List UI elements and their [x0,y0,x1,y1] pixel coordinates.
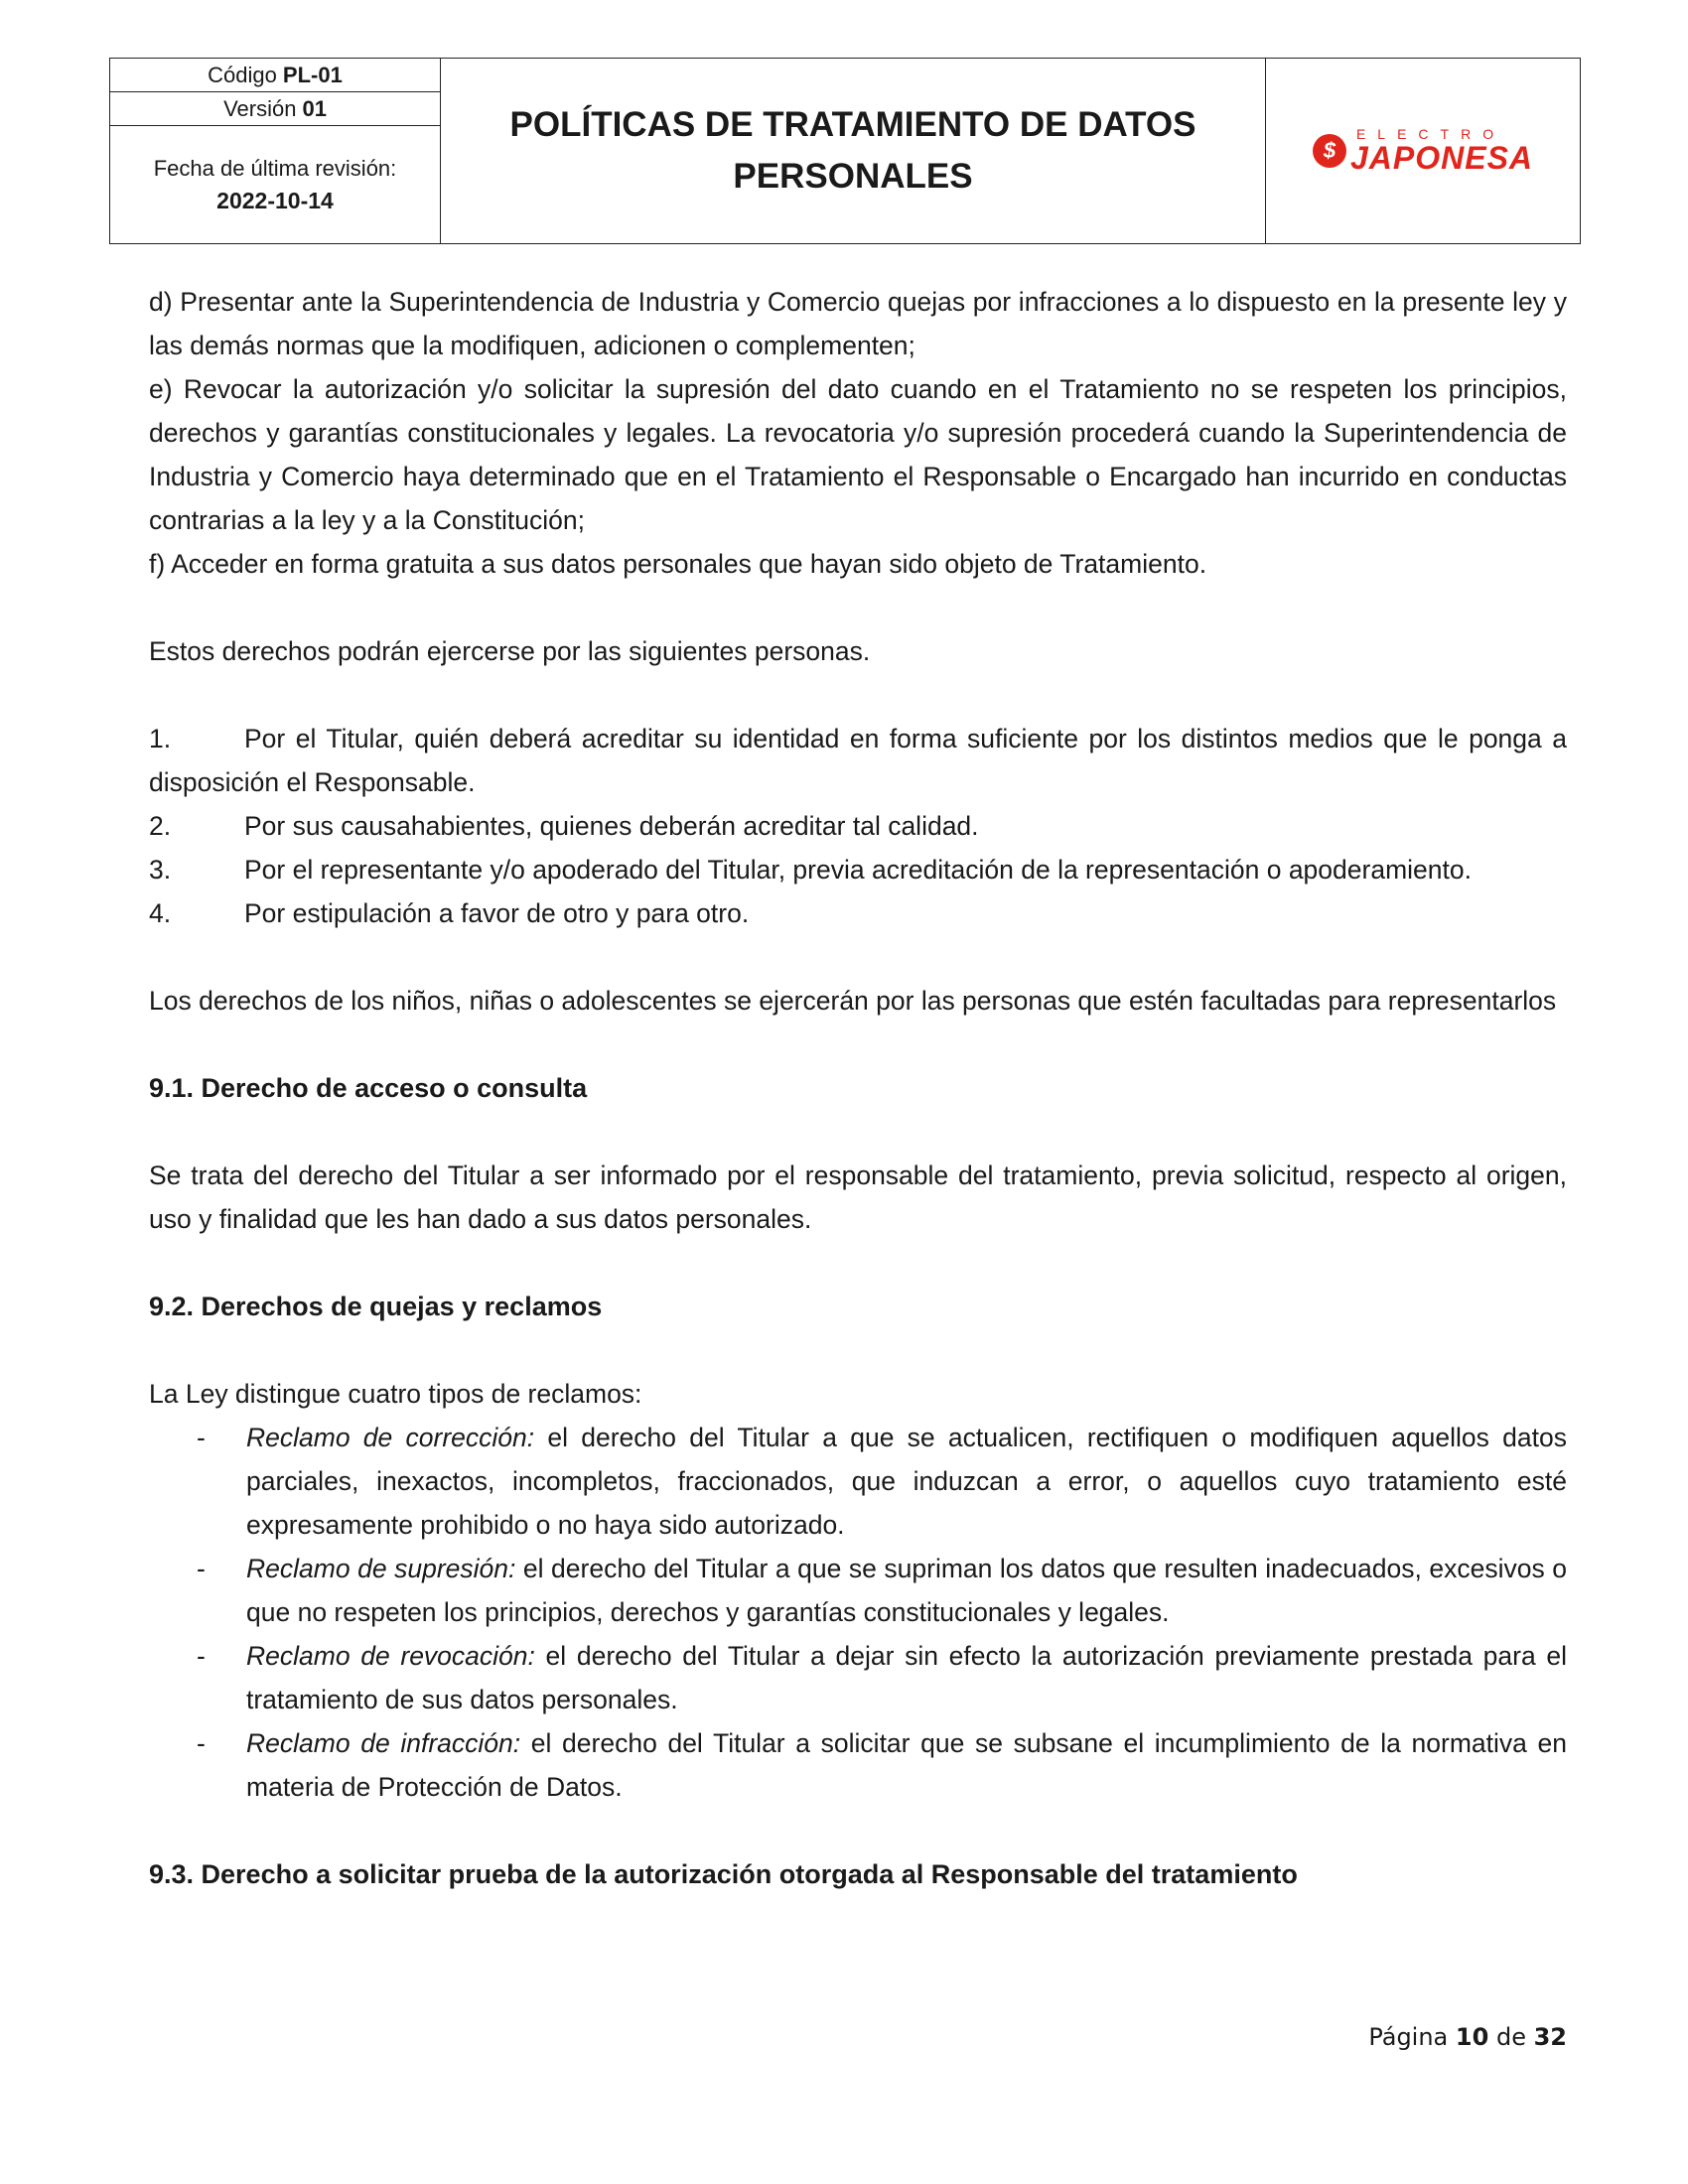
fecha-cell [110,126,440,243]
reclamo-description: el derecho del Titular a que se actualicen, rectifiquen o modifiquen aquellos datos parciales, inexactos, incompletos, fraccionados, que induzcan a error, o aquellos cuyo tratamiento esté expresamente prohibido o no haya sido autorizado. [246,1423,1567,1540]
persona-item-2 [149,804,1567,848]
persona-item-1 [149,717,1567,804]
dash-bullet: - [197,1728,206,1758]
logo-bottom-text: JAPONESA [1349,140,1534,176]
document-meta [110,59,441,243]
codigo-value: PL-01 [282,62,343,87]
document-title: POLÍTICAS DE TRATAMIENTO DE DATOS PERSONALES [509,105,1196,196]
version-label: Versión [223,95,297,121]
persona-num: 3. [149,855,172,885]
reclamo-item [149,1721,1567,1809]
persona-text: Por sus causahabientes, quienes deberán acreditar tal calidad. [244,811,979,841]
reclamo-text [246,1547,1567,1634]
reclamos-intro: La Ley distingue cuatro tipos de reclamos: [149,1379,642,1409]
logo-top-text: ELECTRO [1355,126,1506,142]
reclamo-text [246,1634,1567,1721]
reclamo-description: el derecho del Titular a que se supriman los datos que resulten inadecuados, excesivos o que no respeten los principios, derechos y garantías constitucionales y legales. [246,1554,1567,1627]
codigo-label: Código [208,62,277,87]
reclamo-item [149,1634,1567,1721]
persona-item-4 [149,891,1567,935]
page-total: 32 [1533,2023,1567,2051]
persona-num: 1. [149,724,172,753]
title-cell [441,59,1266,243]
dash-bullet: - [197,1641,206,1671]
reclamo-description: el derecho del Titular a dejar sin efecto la autorización previamente prestada para el tratamiento de sus datos personales. [246,1641,1567,1714]
reclamo-item [149,1547,1567,1634]
document-body [149,280,1567,1896]
reclamo-description: el derecho del Titular a solicitar que se subsane el incumplimiento de la normativa en materia de Protección de Datos. [246,1728,1568,1802]
document-header [109,58,1581,244]
pagina-label: Página [1368,2023,1449,2051]
reclamo-text [246,1721,1567,1809]
section-heading-9-2: 9.2. Derechos de quejas y reclamos [149,1292,603,1321]
dash-bullet: - [197,1423,206,1452]
page-number: 10 [1455,2023,1489,2051]
persona-text: Por el representante y/o apoderado del Titular, previa acreditación de la representación o apoderamiento. [244,855,1472,885]
company-logo [1313,127,1533,175]
page-footer [1368,2023,1567,2051]
persona-text: Por estipulación a favor de otro y para otro. [244,898,750,928]
dash-bullet: - [197,1554,206,1583]
ninos-paragraph: Los derechos de los niños, niñas o adolescentes se ejercerán por las personas que estén facultadas para representarlos [149,986,1557,1016]
version-row [110,92,440,126]
logo-mark-icon: $ [1313,134,1346,168]
logo-text [1350,127,1533,175]
fecha-label: Fecha de última revisión: [153,156,397,181]
derechos-intro: Estos derechos podrán ejercerse por las siguientes personas. [149,636,871,666]
item-f: f) Acceder en forma gratuita a sus datos personales que hayan sido objeto de Tratamiento. [149,549,1207,579]
codigo-row [110,59,440,92]
version-value: 01 [302,95,327,121]
section-heading-9-3: 9.3. Derecho a solicitar prueba de la autorización otorgada al Responsable del tratamiento [149,1859,1298,1889]
section-paragraph-9-1: Se trata del derecho del Titular a ser informado por el responsable del tratamiento, previa solicitud, respecto al origen, uso y finalidad que les han dado a sus datos personales. [149,1160,1567,1234]
item-d: d) Presentar ante la Superintendencia de Industria y Comercio quejas por infracciones a lo dispuesto en la presente ley y las demás normas que la modifiquen, adicionen o complementen; [149,287,1567,360]
de-label: de [1495,2023,1526,2051]
reclamo-term: Reclamo de infracción: [246,1728,521,1758]
item-e: e) Revocar la autorización y/o solicitar la supresión del dato cuando en el Tratamiento no se respeten los principios, derechos y garantías constitucionales y legales. La revocatoria y/o supresión procederá cuando la Superintendencia de Industria y Comercio haya determinado que en el Tratamiento el Responsable o Encargado han incurrido en conductas contrarias a la ley y a la Constitución; [149,374,1567,535]
reclamo-term: Reclamo de corrección: [246,1423,535,1452]
reclamo-text [246,1416,1567,1547]
section-heading-9-1: 9.1. Derecho de acceso o consulta [149,1073,588,1103]
persona-num: 4. [149,898,172,928]
logo-cell [1266,59,1580,243]
reclamo-term: Reclamo de supresión: [246,1554,516,1583]
persona-num: 2. [149,811,172,841]
persona-text: Por el Titular, quién deberá acreditar su identidad en forma suficiente por los distintos medios que le ponga a disposición el Responsable. [149,724,1567,797]
persona-item-3 [149,848,1567,891]
fecha-value: 2022-10-14 [216,188,334,213]
reclamo-item [149,1416,1567,1547]
reclamo-term: Reclamo de revocación: [246,1641,535,1671]
